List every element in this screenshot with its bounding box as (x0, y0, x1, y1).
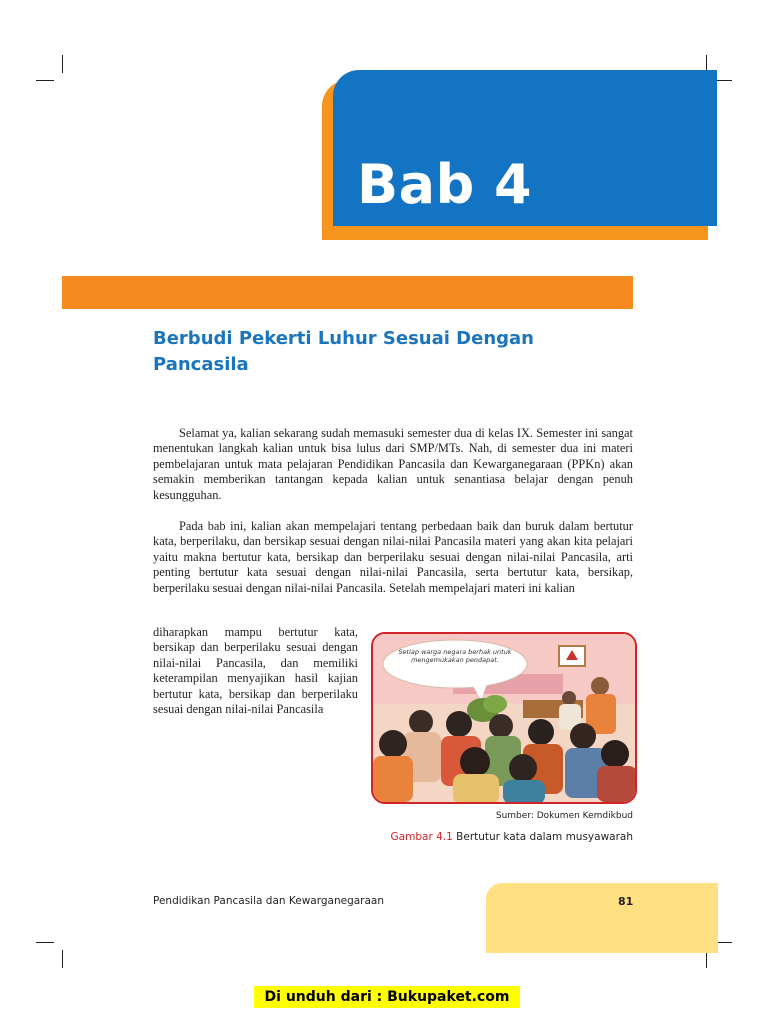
body-paragraph-3: diharapkan mampu bertutur kata, bersikap dan berperilaku sesuai dengan nilai-nilai Pancasila, dan memiliki keterampilan menyajikan hasil kajian bertutur kata, bersikap dan berperilaku sesuai dengan nilai-nilai Pancasila (153, 625, 358, 717)
figure-illustration (371, 632, 637, 804)
figure-caption-text: Bertutur kata dalam musyawarah (452, 831, 633, 843)
crop-mark (62, 55, 63, 73)
figure-caption (391, 831, 633, 843)
crop-mark (36, 80, 54, 81)
footer-book-title: Pendidikan Pancasila dan Kewarganegaraan (153, 895, 385, 907)
chapter-title-line1: Berbudi Pekerti Luhur Sesuai Dengan (153, 328, 534, 349)
figure-source: Sumber: Dokumen Kemdikbud (495, 811, 633, 821)
page-number-tab (486, 883, 718, 953)
musyawarah-illustration (373, 634, 635, 802)
orange-divider-bar (62, 276, 633, 309)
chapter-title-line2: Pancasila (153, 354, 249, 375)
crop-mark (36, 942, 54, 943)
crop-mark (62, 950, 63, 968)
body-paragraph-1: Selamat ya, kalian sekarang sudah memasuki semester dua di kelas IX. Semester ini sangat menentukan langkah kalian untuk bisa lulus dari SMP/MTs. Nah, di semester dua ini materi pembelajaran untuk mata pelajaran Pendidikan Pancasila dan Kewarganegaraan (PPKn) akan semakin memberikan tantangan kepada kalian untuk senantiasa belajar dengan penuh kesungguhan. (153, 426, 633, 502)
download-notice: Di unduh dari : Bukupaket.com (254, 986, 520, 1008)
figure-caption-label: Gambar 4.1 (390, 831, 453, 843)
page-number: 81 (618, 895, 634, 908)
speech-bubble-text: Setiap warga negara berhak untuk mengemukakan pendapat. (398, 648, 512, 664)
chapter-label: Bab 4 (357, 153, 533, 216)
chapter-title (153, 326, 613, 378)
body-paragraph-2: Pada bab ini, kalian akan mempelajari tentang perbedaan baik dan buruk dalam bertutur kata, berperilaku, dan bersikap sesuai dengan nilai-nilai Pancasila materi yang akan kita pelajari yaitu makna bertutur kata, bersikap dan berperilaku sesuai dengan nilai-nilai Pancasila, arti penting bertutur kata sesuai dengan nilai-nilai Pancasila, serta bertutur kata, bersikap, berperilaku sesuai dengan nilai-nilai Pancasila. Setelah mempelajari materi ini kalian (153, 519, 633, 595)
